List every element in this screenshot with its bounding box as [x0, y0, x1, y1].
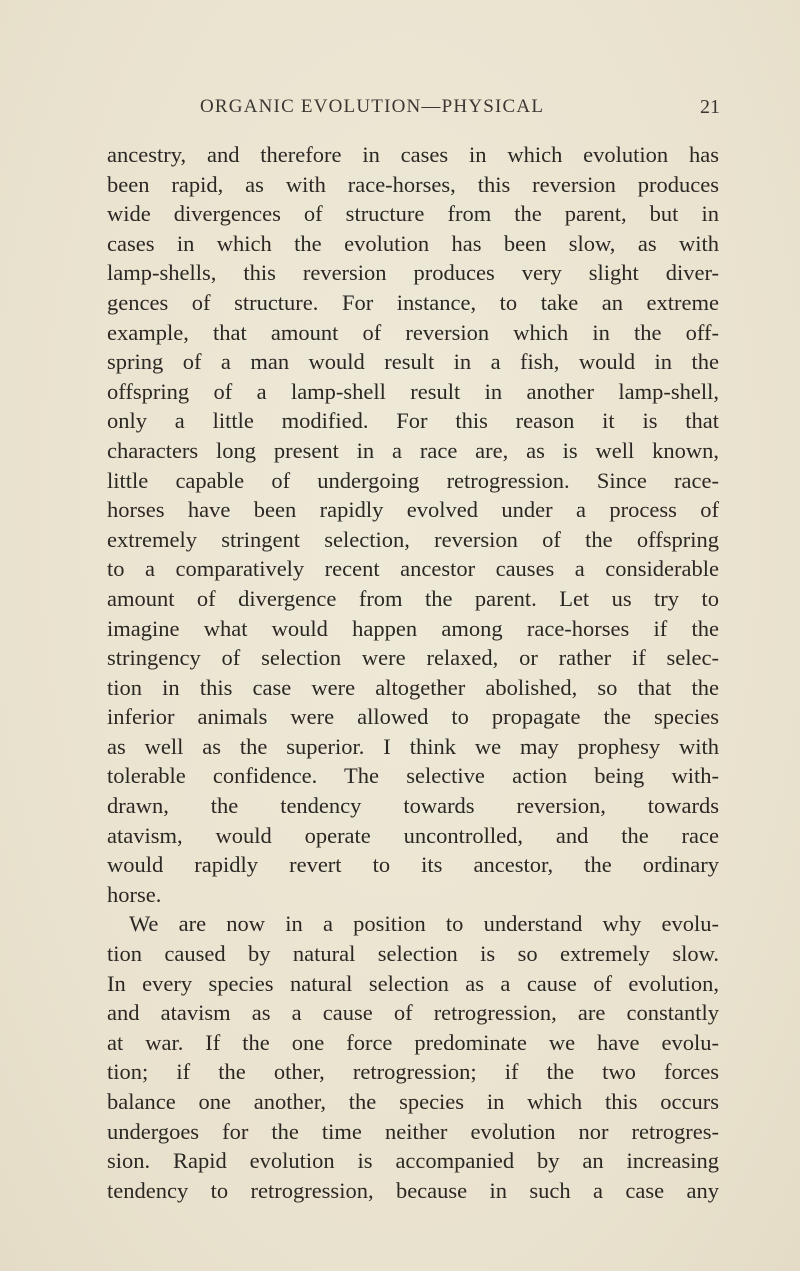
text-line: tendency to retrogression, because in such a case any	[107, 1177, 719, 1203]
text-line: only a little modified. For this reason it is that	[107, 408, 719, 434]
text-line: would rapidly revert to its ancestor, the ordinary	[107, 852, 719, 878]
text-line-paragraph-end: horse.	[107, 881, 162, 907]
text-line: drawn, the tendency towards reversion, towards	[107, 793, 719, 819]
page-number: 21	[700, 96, 720, 118]
text-line: to a comparatively recent ancestor causes a considerable	[107, 556, 719, 582]
text-line: offspring of a lamp-shell result in another lamp-shell,	[107, 378, 719, 404]
running-head: ORGANIC EVOLUTION—PHYSICAL	[200, 96, 545, 117]
text-line: undergoes for the time neither evolution nor retrogres-	[107, 1118, 719, 1144]
text-line: tolerable confidence. The selective action being with-	[107, 763, 719, 789]
text-line: and atavism as a cause of retrogression, are constantly	[107, 1000, 719, 1026]
text-line: stringency of selection were relaxed, or rather if selec-	[107, 645, 719, 671]
text-line: spring of a man would result in a fish, would in the	[107, 349, 719, 375]
text-line: example, that amount of reversion which in the off-	[107, 319, 719, 345]
text-line: imagine what would happen among race-horses if the	[107, 615, 719, 641]
text-line: little capable of undergoing retrogression. Since race-	[107, 467, 719, 493]
body-text	[107, 140, 719, 1205]
text-line: sion. Rapid evolution is accompanied by an increasing	[107, 1148, 719, 1174]
text-line: extremely stringent selection, reversion of the offspring	[107, 526, 719, 552]
text-line: amount of divergence from the parent. Let us try to	[107, 585, 719, 611]
text-line: balance one another, the species in which this occurs	[107, 1089, 719, 1114]
text-line: inferior animals were allowed to propagate the species	[107, 704, 719, 730]
text-line: tion in this case were altogether abolished, so that the	[107, 674, 719, 700]
text-line-paragraph-start: We are now in a position to understand why evolu-	[129, 911, 719, 937]
text-line: gences of structure. For instance, to take an extreme	[107, 289, 719, 315]
text-line: In every species natural selection as a cause of evolution,	[107, 970, 719, 996]
text-line: horses have been rapidly evolved under a process of	[107, 497, 719, 523]
text-line: cases in which the evolution has been slow, as with	[107, 230, 719, 256]
text-line: wide divergences of structure from the parent, but in	[107, 201, 719, 227]
text-line: atavism, would operate uncontrolled, and the race	[107, 822, 719, 848]
text-line: characters long present in a race are, as is well known,	[107, 437, 719, 463]
text-line: lamp-shells, this reversion produces very slight diver-	[107, 260, 719, 286]
text-line: as well as the superior. I think we may prophesy with	[107, 733, 719, 759]
text-line: at war. If the one force predominate we have evolu-	[107, 1029, 719, 1055]
text-line: tion caused by natural selection is so extremely slow.	[107, 941, 719, 967]
text-line: been rapid, as with race-horses, this reversion produces	[107, 171, 719, 197]
text-line: tion; if the other, retrogression; if the two forces	[107, 1059, 719, 1085]
text-line: ancestry, and therefore in cases in which evolution has	[107, 142, 719, 167]
